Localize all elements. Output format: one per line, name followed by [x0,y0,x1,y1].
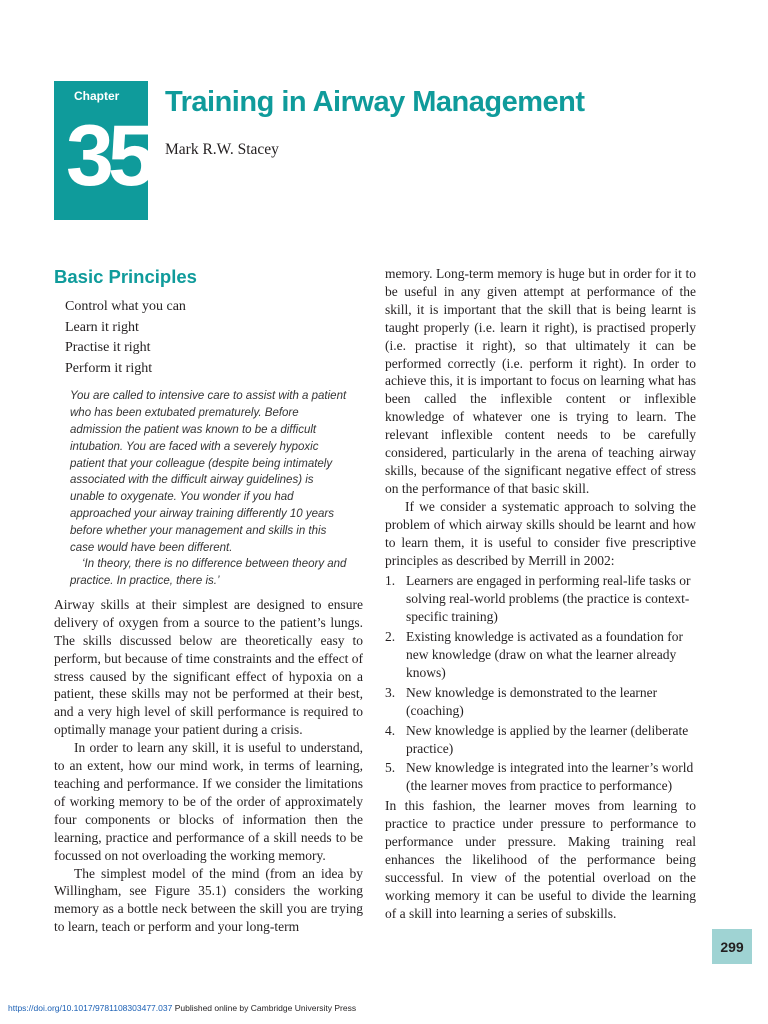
chapter-number: 35 [66,108,150,204]
right-body-text [385,265,696,569]
doi-link[interactable]: https://doi.org/10.1017/9781108303477.037 [8,1003,173,1013]
body-paragraph: If we consider a systematic approach to solving the problem of which airway skills should be learnt and how to learn them, it is useful to consider five prescriptive principles as described by Merrill in 2002: [385,498,696,568]
right-column [385,265,696,923]
body-paragraph: The simplest model of the mind (from an idea by Willingham, see Figure 35.1) considers the working memory as a bottle neck between the skill you are trying to learn, teach or perform and your long-term [54,865,363,935]
list-item-text: New knowledge is integrated into the learner’s world (the learner moves from practice to performance) [406,760,694,794]
list-item-number: 5. [385,760,396,776]
page-number: 299 [712,929,752,964]
list-item-text: Existing knowledge is activated as a foundation for new knowledge (draw on what the learner already knows) [406,629,684,680]
principle-item: Learn it right [65,319,139,335]
list-item [385,572,696,626]
case-quote: ‘In theory, there is no difference between theory and practice. In practice, there is.’ [70,558,347,588]
footer [8,1003,356,1013]
basic-principles-list [65,297,363,379]
left-body-text [54,596,363,936]
chapter-badge [54,81,148,220]
list-item-number: 4. [385,722,396,738]
list-item-number: 2. [385,629,396,645]
list-item [385,684,696,720]
case-scenario [54,388,363,590]
left-column [54,266,363,936]
section-heading: Basic Principles [54,266,197,287]
list-item [385,722,696,758]
body-paragraph: Airway skills at their simplest are designed to ensure delivery of oxygen from a source to the patient’s lungs. The skills discussed below are theoretically easy to perform, but because of time constraints and the effect of stress caused by the significant effect of hypoxia on a patient, these skills may not be performed at their best, and a very high level of skill performance is required to optimally manage your patient during a crisis. [54,596,363,738]
body-paragraph: In order to learn any skill, it is useful to understand, to an extent, how our mind work, in terms of learning, teaching and performance. If we consider the limitations of working memory to be of the order of approximately four components or blocks of information then the learning, practice and performance of a skill needs to be focussed on not overloading the working memory. [54,740,363,863]
list-item-text: New knowledge is applied by the learner (deliberate practice) [406,722,689,756]
principle-item: Perform it right [65,360,153,376]
publisher-note: Published online by Cambridge University Press [172,1003,357,1013]
body-paragraph: In this fashion, the learner moves from learning to practice to practice under pressure to performance to performance under pressure. Making training real enhances the likelihood of the performance being successful. In view of the potential overload on the working memory it can be useful to divide the learning of a skill into learning a series of subskills. [385,798,696,921]
list-item-text: New knowledge is demonstrated to the learner (coaching) [406,684,658,718]
list-item-text: Learners are engaged in performing real-life tasks or solving real-world problems (the practice is context-specific training) [406,573,691,625]
principle-item: Control what you can [65,299,186,314]
chapter-author: Mark R.W. Stacey [165,141,279,158]
merrill-principles-list [385,572,696,795]
list-item-number: 3. [385,684,396,700]
list-item [385,759,696,795]
body-paragraph: memory. Long-term memory is huge but in order for it to be useful in any given attempt at performance of the skill, it is important that the skill that is being learnt is taught properly (i.e. learn it right), is practised properly (i.e. practise it right), so that ultimately it can be performed correctly (i.e. perform it right). In order to achieve this, it is important to focus on learning what has been called the inflexible content or inflexible knowledge of whatever one is trying to learn. The relevant inflexible content needs to be carefully considered, particularly in the arena of teaching airway skills, because of the significant negative effect of stress on the performance of that basic skill. [385,266,696,496]
list-item-number: 1. [385,573,396,589]
list-item [385,628,696,682]
case-scenario-text: You are called to intensive care to assist with a patient who has been extubated prematurely. Before admission the patient was known to be a difficult intubation. You are faced with a severely hypoxic patient that your colleague (despite being intimately associated with the difficult airway guidelines) is unable to oxygenate. You wonder if you had approached your airway training differently 10 years before whether your management and skills in this case would have been different. [70,390,347,554]
chapter-title: Training in Airway Management [165,86,585,118]
chapter-label: Chapter [74,89,120,103]
principle-item: Practise it right [65,340,151,356]
closing-text [385,797,696,922]
